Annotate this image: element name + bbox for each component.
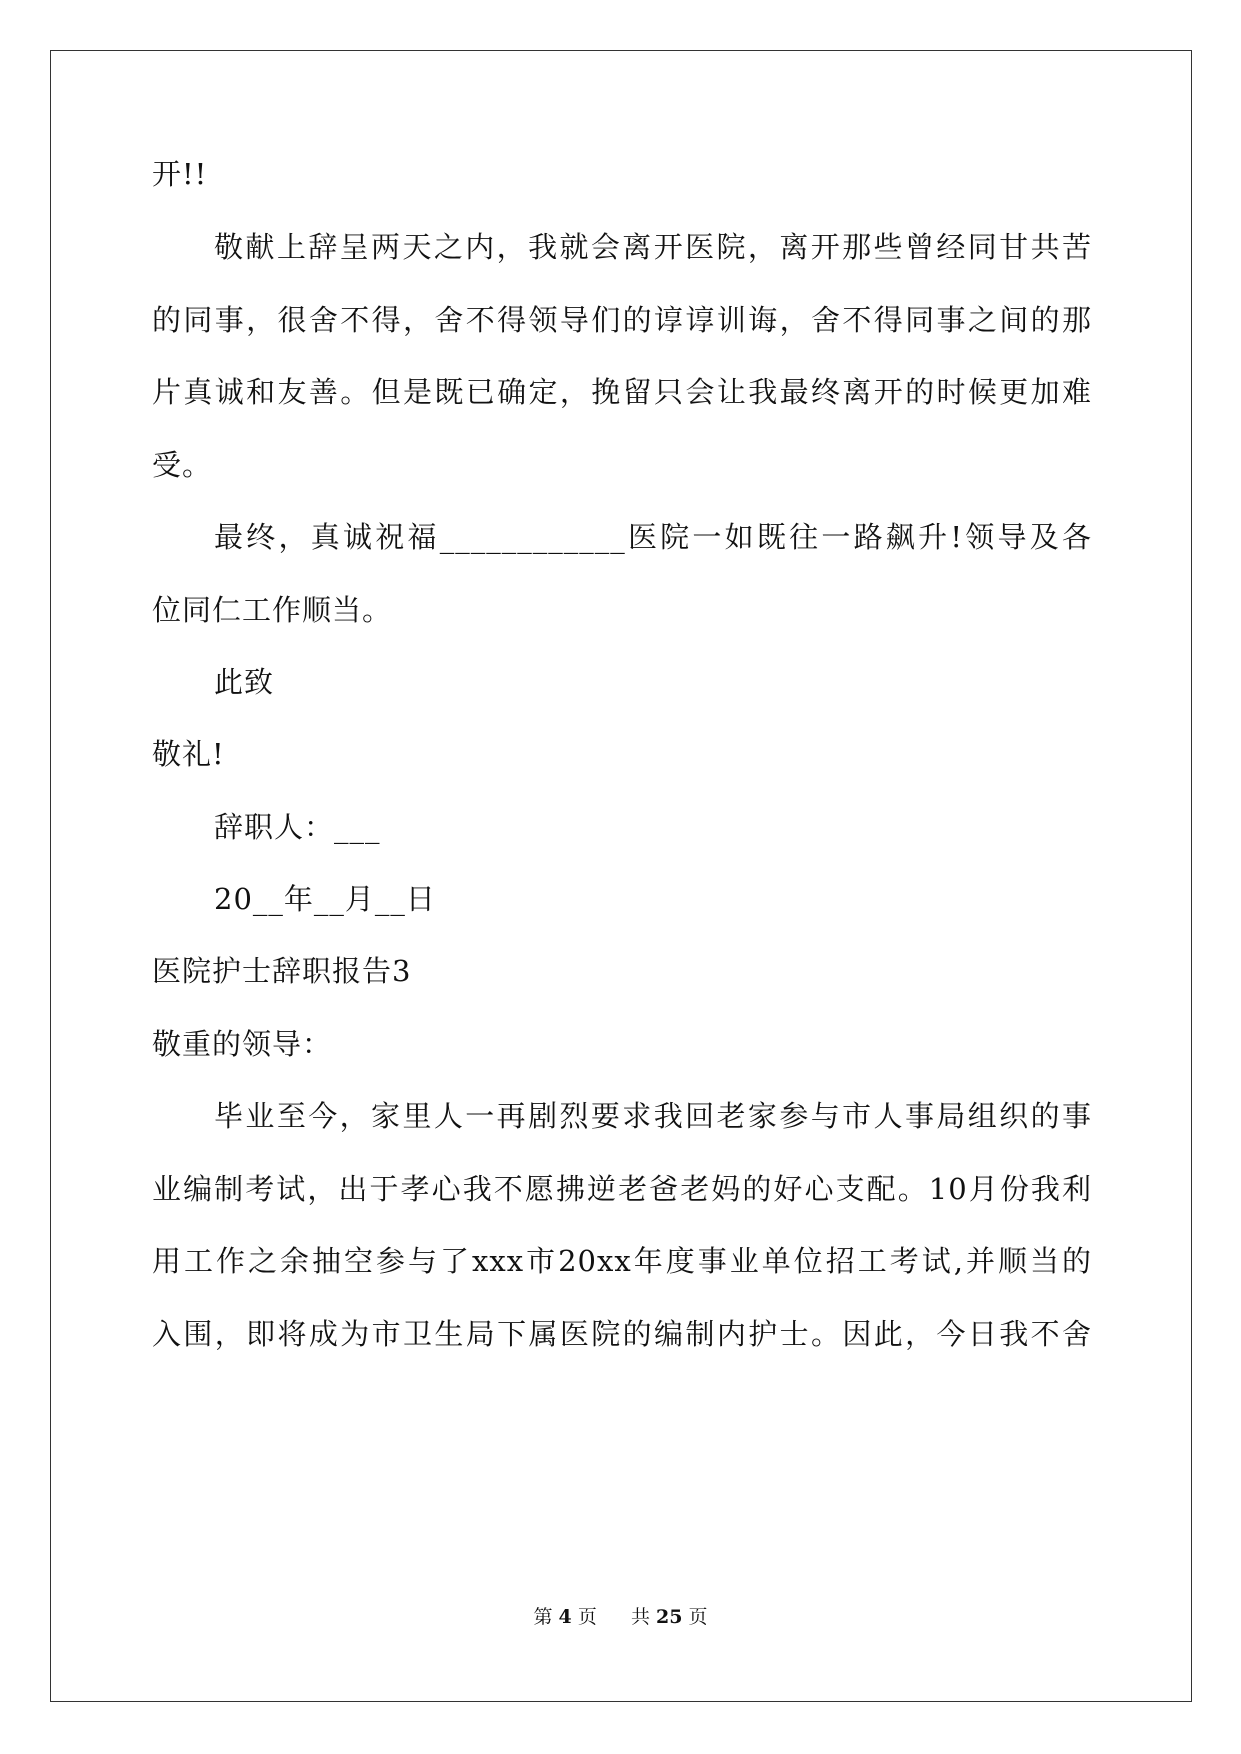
date-line: 20__年__月__日	[214, 882, 436, 916]
text-line: 开!!	[152, 157, 208, 191]
footer-prefix: 第	[533, 1606, 553, 1628]
greeting-line: 敬重的领导：	[152, 1027, 333, 1061]
current-page-number: 4	[558, 1606, 572, 1628]
footer-total-suffix: 页	[688, 1606, 708, 1628]
paragraph-line: 用工作之余抽空参与了xxx市20xx年度事业单位招工考试,并顺当的	[152, 1244, 1092, 1278]
paragraph-line: 受。	[152, 448, 213, 482]
paragraph-line: 片真诚和友善。但是既已确定，挽留只会让我最终离开的时候更加难	[152, 375, 1092, 409]
salutation-line: 敬礼!	[152, 737, 225, 771]
section-title: 医院护士辞职报告3	[152, 954, 412, 988]
closing-line: 此致	[214, 665, 275, 699]
paragraph-line: 位同仁工作顺当。	[152, 593, 393, 627]
paragraph-line: 最终，真诚祝福____________医院一如既往一路飙升!领导及各	[214, 520, 1092, 554]
total-page-count: 25	[656, 1606, 683, 1628]
paragraph-line: 的同事，很舍不得，舍不得领导们的谆谆训诲，舍不得同事之间的那	[152, 303, 1092, 337]
paragraph-line: 毕业至今，家里人一再剧烈要求我回老家参与市人事局组织的事	[214, 1099, 1092, 1133]
footer-page-suffix: 页	[577, 1606, 597, 1628]
paragraph-line: 敬献上辞呈两天之内，我就会离开医院，离开那些曾经同甘共苦	[214, 230, 1092, 264]
paragraph-line: 入围，即将成为市卫生局下属医院的编制内护士。因此，今日我不舍	[152, 1317, 1092, 1351]
signer-line: 辞职人：___	[214, 810, 381, 844]
footer-total-prefix: 共	[630, 1606, 650, 1628]
page-border	[50, 50, 1192, 1702]
page-footer	[0, 1605, 1241, 1629]
paragraph-line: 业编制考试，出于孝心我不愿拂逆老爸老妈的好心支配。10月份我利	[152, 1172, 1092, 1206]
